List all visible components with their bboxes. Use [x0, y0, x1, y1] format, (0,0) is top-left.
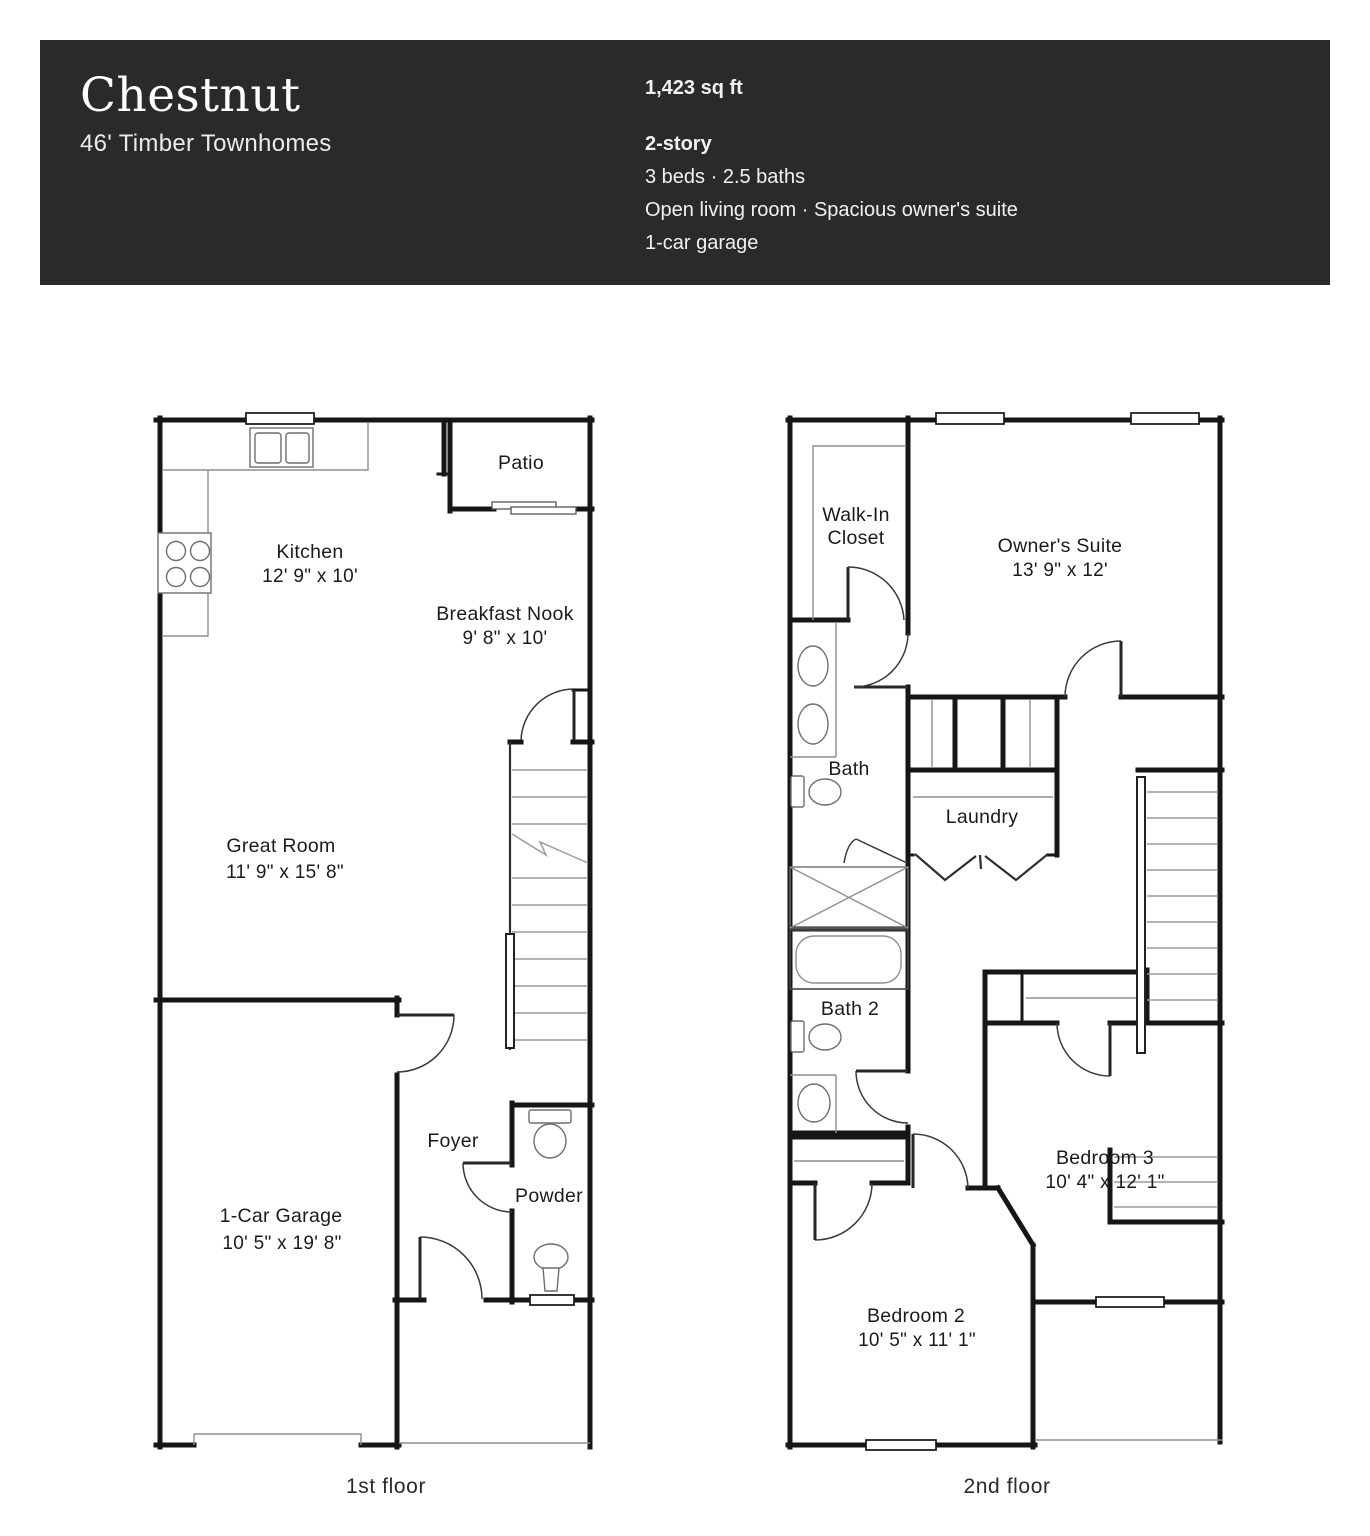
- bath-door-icon: [854, 633, 908, 687]
- room-label-garage: 1-Car Garage: [219, 1205, 343, 1227]
- room-dims-great-room: 11' 9" x 15' 8": [226, 862, 344, 883]
- spec-area: 1,423 sq ft: [645, 77, 743, 99]
- powder-toilet-icon: [529, 1110, 571, 1158]
- kitchen-window: [246, 413, 314, 424]
- floor2-plan: [788, 413, 1222, 1498]
- kitchen-sink-icon: [250, 428, 313, 467]
- room-label-owners-suite: Owner's Suite: [997, 535, 1123, 557]
- room-dims-kitchen: 12' 9" x 10': [262, 566, 358, 587]
- linen-closet-shelves: [932, 700, 1030, 768]
- bathtub-icon: [790, 930, 908, 989]
- spec-beds-baths: 3 beds · 2.5 baths: [645, 166, 806, 188]
- room-label-bath2: Bath 2: [820, 998, 880, 1020]
- plan-title: Chestnut: [80, 68, 301, 123]
- owners-suite-door-icon: [1065, 641, 1121, 697]
- powder-sink-icon: [534, 1244, 568, 1291]
- room-dims-breakfast-nook: 9' 8" x 10': [462, 628, 548, 649]
- room-label-laundry: Laundry: [945, 806, 1019, 828]
- spec-stories: 2-story: [645, 133, 712, 155]
- floor2-walls: [788, 418, 1222, 1447]
- bath2-sink-icon: [790, 1075, 836, 1133]
- stairs-icon: [506, 742, 588, 1050]
- room-label-bedroom2: Bedroom 2: [866, 1305, 966, 1327]
- back-door-icon: [521, 689, 574, 740]
- owners-suite-window-2: [1131, 413, 1199, 424]
- room-dims-bedroom2: 10' 5" x 11' 1": [858, 1330, 976, 1351]
- room-label-patio: Patio: [498, 452, 544, 474]
- room-dims-owners-suite: 13' 9" x 12': [1012, 560, 1108, 581]
- laundry-bifold-doors-icon: [915, 854, 1048, 880]
- powder-door-icon: [463, 1163, 512, 1212]
- bath-toilet-icon: [791, 776, 841, 807]
- garage-entry-door-icon: [397, 1015, 454, 1072]
- plan-specs: [645, 72, 1018, 260]
- bedroom2-window: [866, 1440, 936, 1450]
- room-label-breakfast-nook: Breakfast Nook: [436, 603, 574, 625]
- plan-header: [40, 40, 1330, 285]
- garage-door-line: [194, 1434, 361, 1445]
- bath-vanity-icon: [790, 622, 836, 757]
- bedroom2-door-icon: [913, 1134, 968, 1188]
- front-door-icon: [420, 1237, 482, 1299]
- spec-garage: 1-car garage: [645, 232, 759, 254]
- room-dims-bedroom3: 10' 4" x 12' 1": [1045, 1172, 1165, 1193]
- bedroom3-door-icon: [1057, 1023, 1110, 1076]
- stairs-down-icon: [1114, 777, 1218, 1207]
- room-dims-garage: 10' 5" x 19' 8": [222, 1233, 342, 1254]
- bath2-toilet-icon: [791, 1021, 841, 1052]
- walkin-closet-door-icon: [848, 567, 904, 620]
- spec-features: Open living room · Spacious owner's suite: [645, 199, 1018, 221]
- bedroom3-window: [1096, 1297, 1164, 1307]
- floor1-plan: [156, 413, 592, 1498]
- bath2-door-icon: [856, 1071, 908, 1123]
- room-label-great-room: Great Room: [226, 835, 336, 857]
- floor2-caption: 2nd floor: [963, 1475, 1051, 1498]
- stair-rail: [506, 934, 514, 1048]
- room-label-walkin-line2: Closet: [827, 527, 885, 549]
- patio-sliding-door-icon: [492, 502, 576, 514]
- room-label-powder: Powder: [515, 1185, 583, 1207]
- room-label-foyer: Foyer: [427, 1130, 479, 1152]
- bedroom2-closet-door-icon: [815, 1183, 872, 1240]
- owners-suite-window-1: [936, 413, 1004, 424]
- room-label-bath: Bath: [828, 758, 870, 780]
- floor1-caption: 1st floor: [345, 1475, 427, 1498]
- stove-icon: [158, 533, 211, 593]
- powder-window: [530, 1295, 574, 1305]
- plan-brand: [80, 70, 332, 158]
- room-label-walkin-line1: Walk-In: [822, 504, 890, 526]
- room-label-kitchen: Kitchen: [276, 541, 344, 563]
- plan-subtitle: 46' Timber Townhomes: [80, 130, 332, 157]
- shower-icon: [790, 839, 908, 928]
- stair-break-line: [512, 834, 588, 863]
- room-label-bedroom3: Bedroom 3: [1055, 1147, 1155, 1169]
